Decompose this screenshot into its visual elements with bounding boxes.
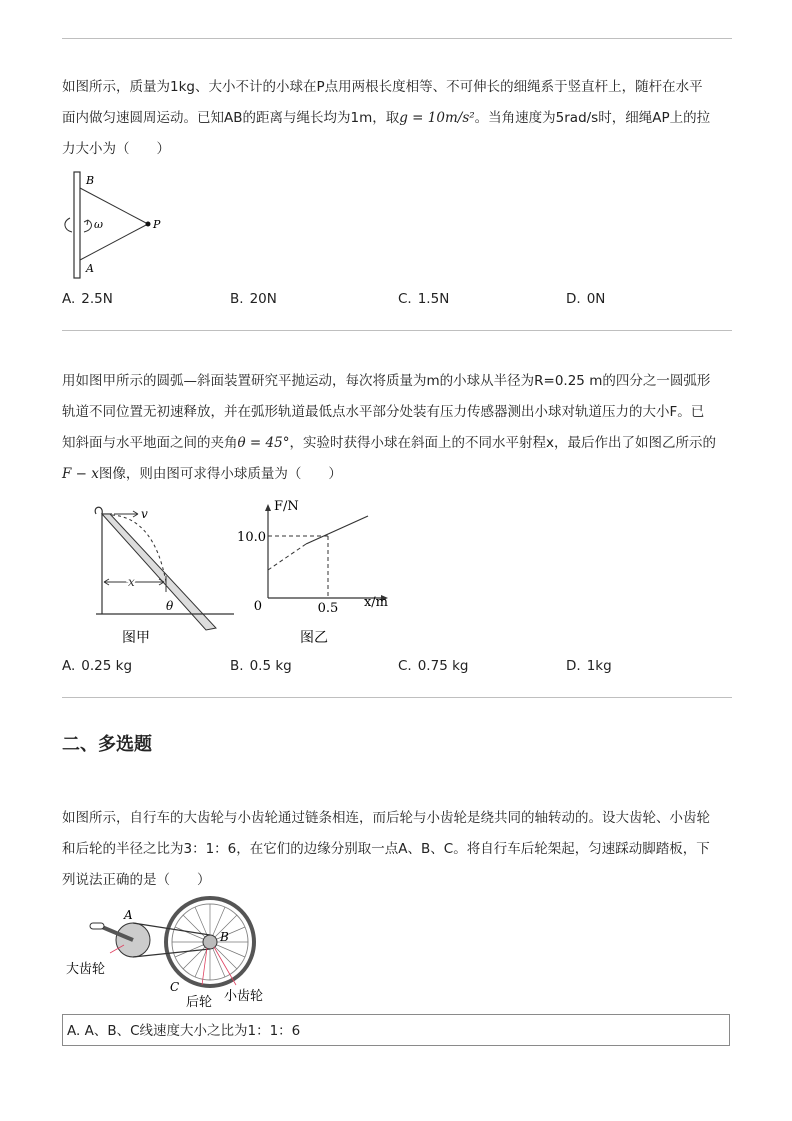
- q2-stem: [62, 366, 734, 490]
- q3-bicycle-figure: [62, 895, 282, 1013]
- q2-fx-formula: F − x: [62, 466, 99, 482]
- q1-option-c[interactable]: C. 1.5N: [398, 291, 450, 307]
- rope-bp: [80, 188, 148, 224]
- label-rear-wheel: 后轮: [186, 995, 213, 1010]
- vertical-rod: [74, 172, 80, 278]
- label-small-sprocket: 小齿轮: [224, 989, 264, 1004]
- q3-line-3: 列说法正确的是（ ）: [62, 872, 211, 888]
- q2-line-3: 知斜面与水平地面之间的夹角θ = 45°，实验时获得小球在斜面上的不同水平射程x，最后作出了如图乙所示的: [62, 435, 716, 451]
- label-c: C: [170, 980, 180, 994]
- q2-option-a[interactable]: A. 0.25 kg: [62, 658, 133, 674]
- q3-line-2: 和后轮的半径之比为3：1：6，在它们的边缘分别取一点A、B、C。将自行车后轮架起，匀速踩动脚踏板，下: [62, 841, 710, 857]
- label-v: v: [141, 507, 148, 521]
- q2-figure-yi: [232, 494, 392, 650]
- q3-line-1: 如图所示，自行车的大齿轮与小齿轮通过链条相连，而后轮与小齿轮是绕共同的轴转动的。设大齿轮、小齿轮: [62, 810, 710, 826]
- top-divider: [62, 38, 732, 39]
- q2-figure-jia: [66, 500, 236, 650]
- ball-p: [146, 222, 151, 227]
- q2-option-c[interactable]: C. 0.75 kg: [398, 658, 469, 674]
- label-x: x: [128, 575, 135, 589]
- label-a: A: [124, 908, 133, 922]
- label-big-sprocket: 大齿轮: [66, 962, 106, 977]
- q2-option-b[interactable]: B. 0.5 kg: [230, 658, 292, 674]
- q2-line-2: 轨道不同位置无初速释放，并在弧形轨道最低点水平部分处装有压力传感器测出小球对轨道压力的大小F。已: [62, 404, 705, 420]
- caption-yi: 图乙: [300, 630, 328, 646]
- q1-option-b[interactable]: B. 20N: [230, 291, 277, 307]
- q1-line-3: 力大小为（ ）: [62, 141, 170, 157]
- q1-option-a[interactable]: A. 2.5N: [62, 291, 113, 307]
- origin-label: 0: [253, 599, 262, 614]
- x-tick-label: 0.5: [317, 601, 339, 616]
- incline-plane: [102, 514, 216, 630]
- divider-1: [62, 330, 732, 331]
- q2-option-d[interactable]: D. 1kg: [566, 658, 612, 674]
- divider-2: [62, 697, 732, 698]
- q1-line-1: 如图所示，质量为1kg、大小不计的小球在P点用两根长度相等、不可伸长的细绳系于竖直杆上，随杆在水平: [62, 79, 703, 95]
- q3-stem: [62, 803, 734, 896]
- section-title: 二、多选题: [62, 734, 152, 755]
- y-axis-label: F/N: [274, 499, 299, 514]
- label-b: B: [86, 174, 95, 187]
- q2-angle-formula: θ = 45°: [237, 435, 290, 451]
- q1-line-2: 面内做匀速圆周运动。已知AB的距离与绳长均为1m，取g = 10m/s²。当角速度为5rad/s时，细绳AP上的拉: [62, 110, 711, 126]
- label-b: B: [220, 930, 229, 944]
- small-sprocket: [203, 935, 217, 949]
- q1-stem: [62, 72, 734, 165]
- label-omega: ω: [94, 218, 103, 231]
- q1-gravity-formula: g = 10m/s²: [399, 110, 475, 126]
- q3-option-a[interactable]: A. A、B、C线速度大小之比为1：1：6: [62, 1014, 730, 1046]
- q1-option-d[interactable]: D. 0N: [566, 291, 606, 307]
- label-p: P: [153, 218, 161, 231]
- label-a: A: [86, 262, 94, 275]
- graph-line-extrapolated: [268, 544, 306, 570]
- graph-line: [306, 516, 368, 544]
- x-axis-label: x/m: [363, 595, 388, 610]
- arc-track: [95, 507, 102, 514]
- y-tick-label: 10.0: [237, 530, 266, 545]
- q2-line-1: 用如图甲所示的圆弧—斜面装置研究平抛运动，每次将质量为m的小球从半径为R=0.25 m的四分之一圆弧形: [62, 373, 711, 389]
- caption-jia: 图甲: [122, 630, 150, 646]
- q1-figure: [62, 168, 182, 286]
- q2-line-4: F − x图像，则由图可求得小球质量为（ ）: [62, 466, 342, 482]
- pedal: [90, 923, 104, 929]
- label-theta: θ: [166, 599, 174, 613]
